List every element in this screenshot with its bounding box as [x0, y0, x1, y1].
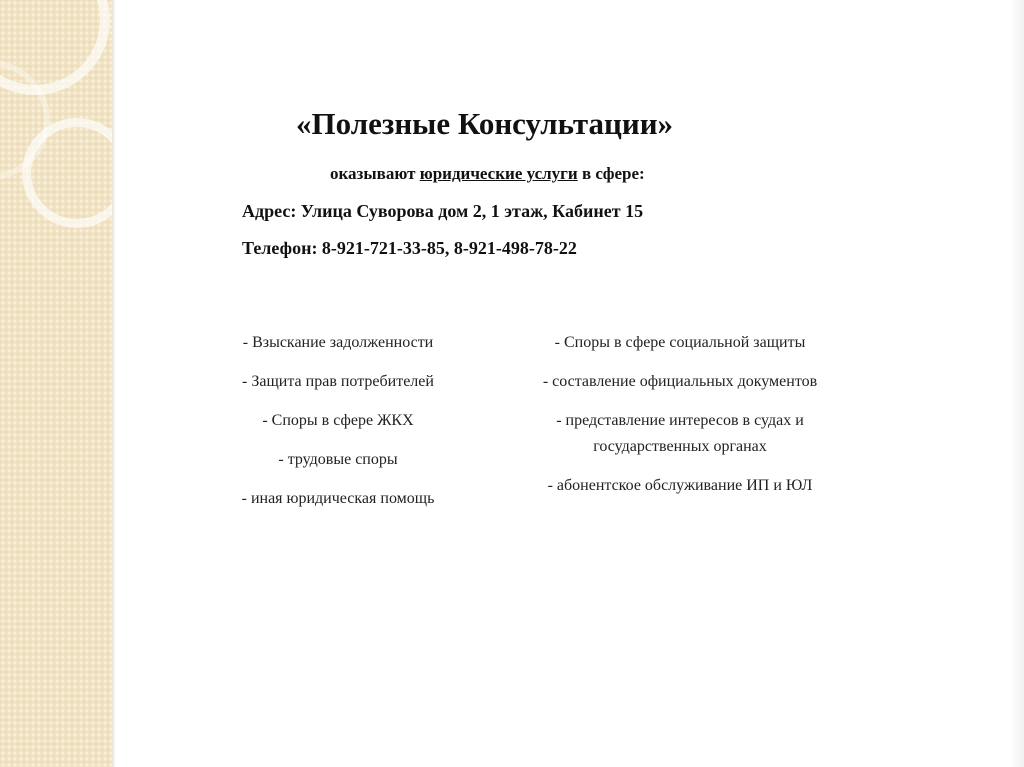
phone-line: Телефон: 8-921-721-33-85, 8-921-498-78-22 [242, 238, 577, 258]
service-item: - иная юридическая помощь [241, 490, 435, 507]
service-item: - Споры в сфере ЖКХ [262, 412, 414, 429]
service-item: - трудовые споры [278, 451, 398, 468]
slide-edge-shadow [1010, 0, 1024, 767]
subtitle-before: оказывают [330, 164, 420, 183]
subtitle [330, 164, 645, 184]
decorative-side-panel [0, 0, 112, 767]
service-item: - Защита прав потребителей [242, 373, 434, 390]
services-left-column [173, 330, 503, 525]
service-item: - абонентское обслуживание ИП и ЮЛ [547, 477, 813, 494]
address-line: Адрес: Улица Суворова дом 2, 1 этаж, Кабинет 15 [242, 201, 644, 221]
subtitle-underlined: юридические услуги [419, 164, 578, 183]
service-item: - представление интересов в судах и государственных органах [556, 412, 804, 455]
services-right-column [515, 330, 845, 512]
subtitle-after: в сфере: [577, 164, 645, 183]
page-title: «Полезные Консультации» [296, 106, 674, 141]
service-item: - Взыскание задолженности [242, 334, 434, 351]
decorative-ring [0, 0, 110, 95]
panel-edge-divider [112, 0, 116, 767]
service-item: - составление официальных документов [542, 373, 818, 390]
service-item: - Споры в сфере социальной защиты [554, 334, 806, 351]
